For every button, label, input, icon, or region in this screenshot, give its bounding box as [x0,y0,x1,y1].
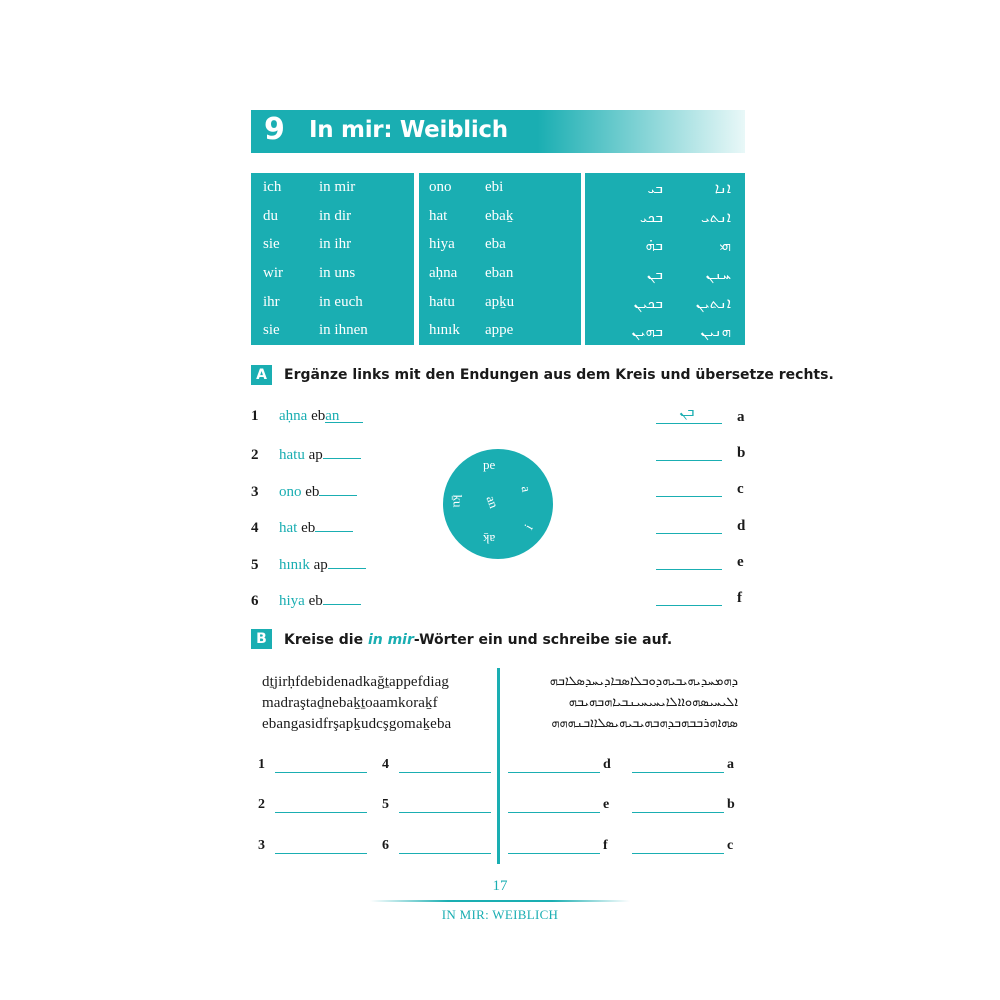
exercise-a-item-3 [251,481,357,501]
tr-pronoun: hınık [429,322,460,338]
item-stem: eb [301,520,316,536]
ending-ak: aḵ [483,532,496,547]
item-answer-field[interactable] [315,517,353,532]
item-pronoun: ono [279,484,302,500]
answer-letter: f [603,838,608,853]
word-search-line: dṯjirḥfdebidenadkağṯappefdiag [262,674,449,690]
answer-line-5[interactable] [399,812,491,813]
section-b-label: B [251,629,272,649]
tr-pronoun: aḥna [429,265,458,281]
german-pronoun-panel [251,173,414,345]
de-pronoun: ihr [263,294,280,310]
tr-in-form: ebi [485,179,504,195]
ending-pe: pe [483,457,496,472]
syr-pronoun: ܐܢܬܝܢ [695,294,731,312]
answer-line-d[interactable] [508,772,600,773]
footer-title: IN MIR: WEIBLICH [441,907,559,922]
item-letter: e [737,554,744,570]
word-search-line: ebangasidfrşapḵudcşgomaḵeba [262,716,452,732]
exercise-a-item-6 [251,590,361,610]
section-a-instruction: Ergänze links mit den Endungen aus dem Kreis und übersetze rechts. [284,367,834,383]
de-pronoun: ich [263,179,282,195]
de-in-form: in ihr [319,236,352,252]
answer-letter: b [727,797,735,812]
item-number: 4 [251,520,259,536]
syr-in-form: ܒܢ [647,265,663,283]
item-stem: ap [308,447,323,463]
answer-line-a[interactable] [632,772,724,773]
tr-pronoun: ono [429,179,452,195]
answer-letter: c [727,838,734,853]
item-answer-field[interactable]: an [325,408,363,423]
translation-line-c[interactable] [656,496,722,497]
instruction-emphasis: in mir [367,632,414,648]
syriac-search-line: ܐܠܝܚܝܣܗܘܐܐܠܐܝܚܝܚܝܢܒܝܐܗܒܗܝܒܗ [568,695,738,710]
item-number: 2 [251,447,259,463]
syr-pronoun: ܐܢܐ [714,179,731,197]
item-letter: d [737,518,746,534]
answer-line-6[interactable] [399,853,491,854]
syr-pronoun: ܐܢܬܝ [700,208,731,226]
item-pronoun: hat [279,520,298,536]
syr-in-form: ܒܗܝܢ [631,322,663,340]
item-stem: eb [311,408,326,424]
item-number: 6 [251,593,259,609]
de-in-form: in euch [319,294,363,310]
syr-pronoun: ܗܢܝܢ [700,322,731,340]
tr-in-form: appe [485,322,514,338]
syr-pronoun: ܗܝ [719,236,731,254]
turoyo-pronoun-panel [419,173,581,345]
answer-number: 4 [382,757,389,772]
answer-line-1[interactable] [275,772,367,773]
item-letter: a [737,409,745,425]
exercise-a-item-1 [251,408,363,425]
chapter-number: 9 [264,112,285,147]
word-search-line: madraştaḏnebaḵṯoaamkoraḵf [262,695,438,711]
syr-in-form: ܒܟܝܢ [633,294,663,312]
ending-a: a [518,484,535,494]
answer-line-c[interactable] [632,853,724,854]
exercise-a-item-4 [251,517,353,537]
item-pronoun: hiya [279,593,305,609]
ending-an: an [483,493,502,511]
answer-number: 1 [258,757,265,772]
item-stem: eb [308,593,323,609]
chapter-header [251,110,745,153]
syr-pronoun: ܚܢܢ [705,265,731,283]
answer-line-e[interactable] [508,812,600,813]
page-number: 17 [492,878,508,894]
answer-letter: a [727,757,734,772]
translation-line-f[interactable] [656,605,722,606]
answer-line-4[interactable] [399,772,491,773]
item-answer-field[interactable] [328,554,366,569]
latin-word-search[interactable] [262,672,451,735]
item-pronoun: aḥna [279,408,308,424]
item-answer-field[interactable] [323,444,361,459]
item-number: 5 [251,557,259,573]
item-number: 1 [251,408,259,424]
item-pronoun: hatu [279,447,305,463]
answer-line-2[interactable] [275,812,367,813]
endings-circle [443,449,553,559]
syr-in-form: ܒܗ̇ [645,236,663,254]
translation-line-b[interactable] [656,460,722,461]
de-pronoun: sie [263,236,280,252]
de-in-form: in dir [319,208,352,224]
syr-in-form: ܒܝ [647,179,663,197]
item-stem: eb [305,484,320,500]
syriac-word-search[interactable] [510,671,738,734]
ending-i: i [520,521,536,533]
answer-letter: e [603,797,610,812]
answer-line-f[interactable] [508,853,600,854]
de-pronoun: sie [263,322,280,338]
syr-in-form: ܒܟܝ [639,208,663,226]
column-divider [497,668,500,864]
tr-pronoun: hatu [429,294,455,310]
de-in-form: in ihnen [319,322,368,338]
exercise-a-item-5 [251,554,366,574]
tr-in-form: apḵu [485,294,515,310]
instruction-text: -Wörter ein und schreibe sie auf. [413,632,673,648]
ending-ku: ḵu [450,494,466,508]
exercise-a-item-2 [251,444,361,464]
section-b-instruction [284,632,672,648]
answer-number: 3 [258,838,265,853]
tr-pronoun: hiya [429,236,455,252]
tr-in-form: eban [485,265,514,281]
item-letter: f [737,590,742,606]
de-pronoun: wir [263,265,283,281]
item-letter: b [737,445,746,461]
de-in-form: in mir [319,179,356,195]
answer-line-b[interactable] [632,812,724,813]
item-number: 3 [251,484,259,500]
translation-line-d[interactable] [656,533,722,534]
syriac-search-line: ܣܗܐܗܪܒܒܗܒܕܗܒܗܝܒܝܗܝܣܠܐܐܒܢܗܗܗ [551,716,738,731]
syriac-search-line: ܕܗܡܚܕܝܗܝܒܝܗܕܘܒܠܐܣܒܐܕܝܚܕܣܠܐܒܗ [549,674,738,689]
syriac-pronoun-panel [585,173,745,345]
footer-divider [370,900,630,902]
item-letter: c [737,481,744,497]
tr-in-form: ebaḵ [485,208,514,224]
translation-line-a[interactable] [656,423,722,424]
translation-line-e[interactable] [656,569,722,570]
de-in-form: in uns [319,265,356,281]
item-stem: ap [313,557,328,573]
answer-number: 6 [382,838,389,853]
de-pronoun: du [263,208,278,224]
chapter-title: In mir: Weiblich [309,117,508,143]
item-answer-field[interactable] [319,481,357,496]
answer-number: 2 [258,797,265,812]
tr-pronoun: hat [429,208,448,224]
section-a-label: A [251,365,272,385]
instruction-text: Kreise die [284,632,368,648]
item-a-syriac-answer: ܒܢ [679,404,695,420]
answer-number: 5 [382,797,389,812]
item-pronoun: hınık [279,557,310,573]
answer-letter: d [603,757,611,772]
tr-in-form: eba [485,236,506,252]
answer-line-3[interactable] [275,853,367,854]
item-answer-field[interactable] [323,590,361,605]
